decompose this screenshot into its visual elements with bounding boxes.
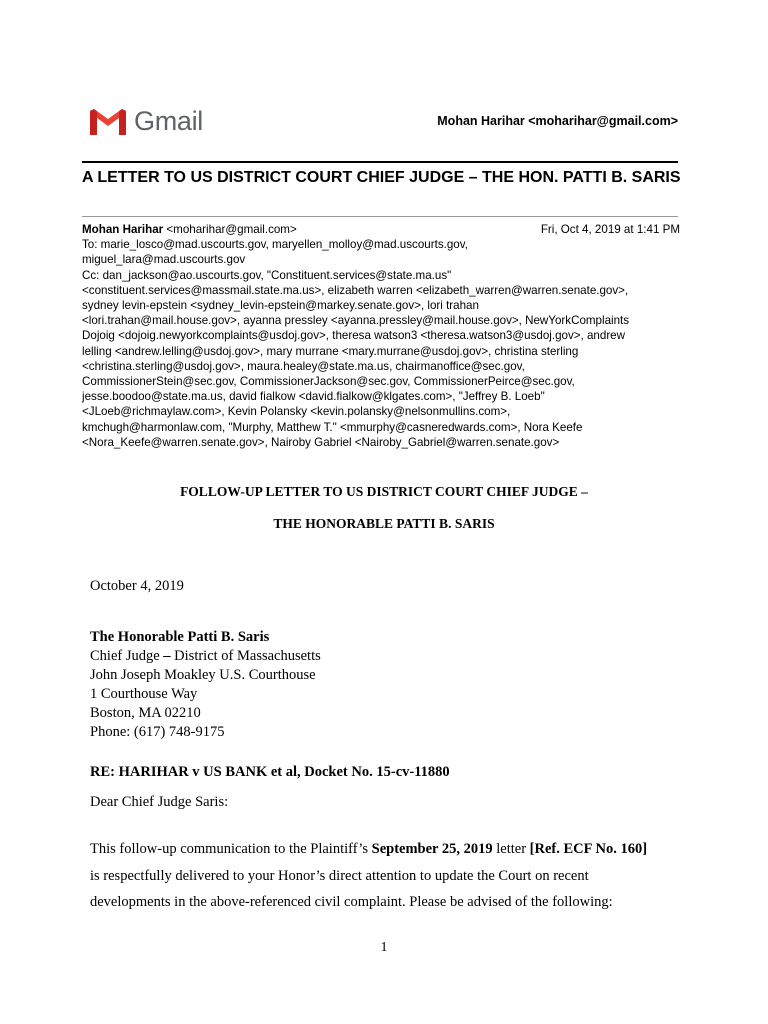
para-bold-date: September 25, 2019	[371, 841, 493, 857]
phone-line: Phone: (617) 748-9175	[90, 724, 225, 740]
letter-date: October 4, 2019	[90, 578, 184, 594]
address-line: Boston, MA 02210	[90, 705, 201, 721]
cc-line: jesse.boodoo@state.ma.us, david fialkow <david.fialkow@klgates.com>, "Jeffrey B. Loeb"	[82, 390, 545, 404]
to-line: miguel_lara@mad.uscourts.gov	[82, 253, 246, 267]
email-subject: A LETTER TO US DISTRICT COURT CHIEF JUDGE – THE HON. PATTI B. SARIS	[82, 169, 681, 186]
body-paragraph	[90, 836, 690, 916]
cc-line: <christina.sterling@usdoj.gov>, maura.healey@state.ma.us, chairmanoffice@sec.gov,	[82, 359, 525, 373]
letter-heading-line-1: FOLLOW-UP LETTER TO US DISTRICT COURT CHIEF JUDGE –	[180, 484, 588, 499]
para-bold-ref: [Ref. ECF No. 160]	[529, 841, 648, 857]
recipient-title	[90, 647, 321, 666]
address-line: John Joseph Moakley U.S. Courthouse	[90, 667, 316, 683]
paragraph-line-3: developments in the above-referenced civil complaint. Please be advised of the following:	[90, 894, 613, 910]
paragraph-line-1	[90, 836, 690, 863]
cc-line: <constituent.services@massmail.state.ma.us>, elizabeth warren <elizabeth_warren@warren.senate.gov>,	[82, 283, 629, 297]
gmail-envelope-icon	[88, 107, 128, 137]
header-divider	[82, 161, 678, 163]
cc-line: sydney levin-epstein <sydney_levin-epstein@markey.senate.gov>, lori trahan	[82, 299, 479, 313]
cc-line: <JLoeb@richmaylaw.com>, Kevin Polansky <kevin.polansky@nelsonmullins.com>,	[82, 405, 511, 419]
re-line: RE: HARIHAR v US BANK et al, Docket No. 15-cv-11880	[90, 764, 450, 780]
cc-recipients	[82, 268, 680, 450]
cc-line: <Nora_Keefe@warren.senate.gov>, Nairoby Gabriel <Nairoby_Gabriel@warren.senate.gov>	[82, 435, 560, 449]
address-line: 1 Courthouse Way	[90, 686, 198, 702]
cc-line: Cc: dan_jackson@ao.uscourts.gov, "Constituent.services@state.ma.us"	[82, 268, 452, 282]
para-text-a: This follow-up communication to the Plaintiff’s	[90, 841, 372, 857]
cc-line: <lori.trahan@mail.house.gov>, ayanna pressley <ayanna.pressley@mail.house.gov>, NewYorkComplaints	[82, 314, 630, 328]
sender-row	[82, 222, 680, 237]
recipient-name: The Honorable Patti B. Saris	[90, 629, 270, 645]
to-line: To: marie_losco@mad.uscourts.gov, maryellen_molloy@mad.uscourts.gov,	[82, 238, 468, 252]
gmail-wordmark: Gmail	[134, 106, 204, 136]
message-header	[82, 222, 680, 450]
para-text-b: letter	[492, 841, 530, 857]
sender	[82, 222, 297, 237]
account-owner: Mohan Harihar <moharihar@gmail.com>	[437, 114, 678, 128]
title-dash: –	[163, 648, 171, 664]
cc-line: CommissionerStein@sec.gov, CommissionerJackson@sec.gov, CommissionerPeirce@sec.gov,	[82, 375, 575, 389]
title-part-a: Chief Judge	[90, 648, 164, 664]
subject-divider	[82, 216, 678, 217]
paragraph-line-2: is respectfully delivered to your Honor’s direct attention to update the Court on recent	[90, 867, 589, 884]
gmail-logo	[88, 106, 203, 137]
sender-email: <moharihar@gmail.com>	[166, 223, 297, 236]
cc-line: Dojoig <dojoig.newyorkcomplaints@usdoj.gov>, theresa watson3 <theresa.watson3@usdoj.gov>, andrew	[82, 329, 625, 343]
page-number: 1	[380, 940, 388, 955]
sender-name: Mohan Harihar	[82, 223, 164, 236]
cc-line: lelling <andrew.lelling@usdoj.gov>, mary murrane <mary.murrane@usdoj.gov>, christina sterling	[82, 344, 579, 358]
cc-line: kmchugh@harmonlaw.com, "Murphy, Matthew T." <mmurphy@casneredwards.com>, Nora Keefe	[82, 420, 583, 434]
salutation: Dear Chief Judge Saris:	[90, 794, 229, 810]
title-part-b: District of Massachusetts	[170, 648, 321, 664]
recipient-address	[90, 628, 321, 742]
sent-date: Fri, Oct 4, 2019 at 1:41 PM	[540, 223, 680, 236]
to-recipients	[82, 237, 680, 267]
letter-heading-line-2: THE HONORABLE PATTI B. SARIS	[273, 516, 495, 531]
